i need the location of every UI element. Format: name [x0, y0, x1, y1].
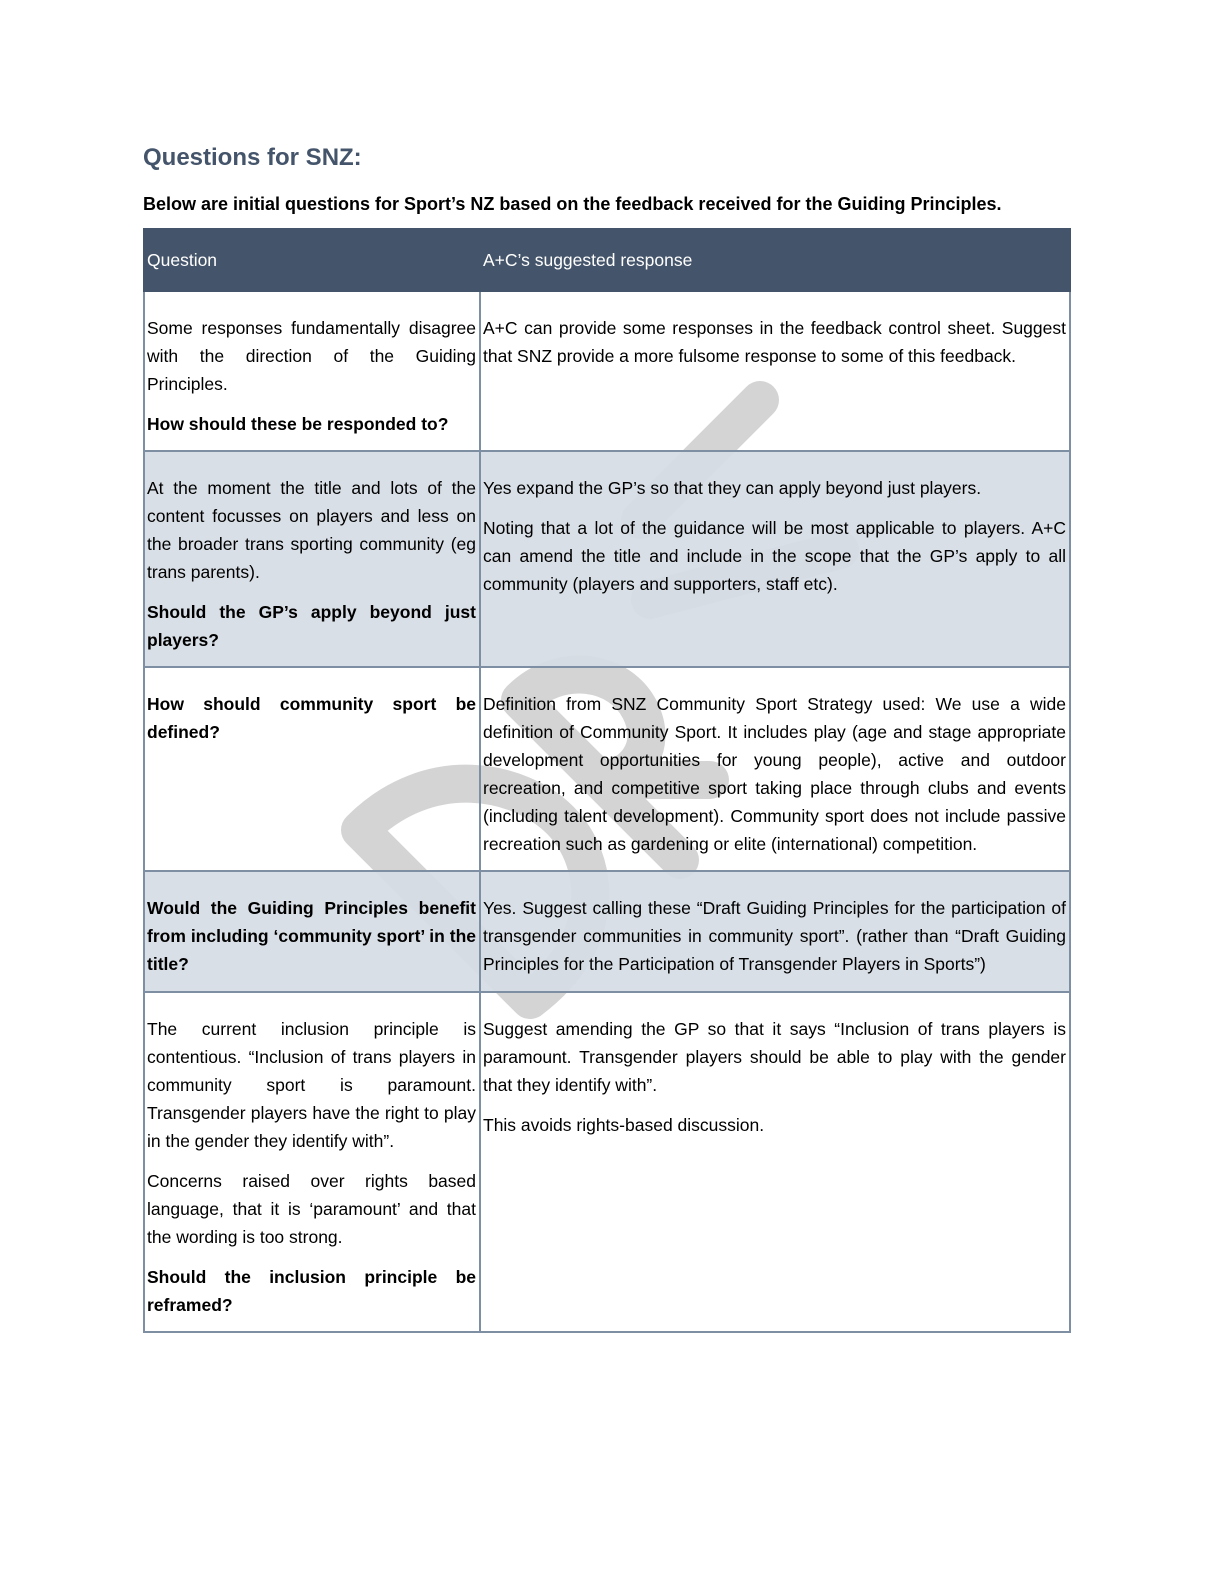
table-header-row	[144, 229, 1070, 291]
question-bold: How should these be responded to?	[147, 414, 449, 434]
response-text: Noting that a lot of the guidance will be most applicable to players. A+C can amend the title and include in the scope that the GP’s apply to all community (players and supporters, staff etc).	[483, 518, 1066, 594]
question-cell	[144, 451, 480, 667]
response-text: Yes. Suggest calling these “Draft Guiding Principles for the participation of transgender communities in community sport”. (rather than “Draft Guiding Principles for the Participation of Transgender Players in Sports”)	[483, 898, 1066, 974]
question-cell	[144, 667, 480, 871]
response-text: Definition from SNZ Community Sport Strategy used: We use a wide definition of Community Sport. It includes play (age and stage appropriate development opportunities for young people), active and outdoor recreation, and competitive sport taking place through clubs and events (including talent development). Community sport does not include passive recreation such as gardening or elite (international) competition.	[483, 694, 1066, 854]
response-text: A+C can provide some responses in the feedback control sheet. Suggest that SNZ provide a more fulsome response to some of this feedback.	[483, 318, 1066, 366]
question-cell	[144, 992, 480, 1332]
header-question: Question	[144, 229, 480, 291]
response-cell	[480, 291, 1070, 451]
table-row	[144, 992, 1070, 1332]
question-cell	[144, 871, 480, 992]
response-cell	[480, 667, 1070, 871]
intro-text: Below are initial questions for Sport’s NZ based on the feedback received for the Guiding Principles.	[143, 194, 1002, 214]
response-cell	[480, 451, 1070, 667]
question-cell	[144, 291, 480, 451]
table-row	[144, 451, 1070, 667]
question-bold: Would the Guiding Principles benefit from including ‘community sport’ in the title?	[147, 898, 476, 974]
response-text: Yes expand the GP’s so that they can apply beyond just players.	[483, 478, 982, 498]
question-text: The current inclusion principle is contentious. “Inclusion of trans players in community sport is paramount. Transgender players have the right to play in the gender they identify with”.	[147, 1019, 476, 1151]
question-text: Concerns raised over rights based language, that it is ‘paramount’ and that the wording is too strong.	[147, 1171, 476, 1247]
table-row	[144, 291, 1070, 451]
page-heading: Questions for SNZ:	[143, 144, 362, 171]
table-row	[144, 871, 1070, 992]
question-text: At the moment the title and lots of the content focusses on players and less on the broader trans sporting community (eg trans parents).	[147, 478, 476, 582]
response-text: This avoids rights-based discussion.	[483, 1115, 765, 1135]
question-bold: How should community sport be defined?	[147, 694, 476, 742]
question-text: Some responses fundamentally disagree with the direction of the Guiding Principles.	[147, 318, 476, 394]
response-cell	[480, 992, 1070, 1332]
response-cell	[480, 871, 1070, 992]
questions-table	[143, 228, 1071, 1333]
question-bold: Should the inclusion principle be reframed?	[147, 1267, 476, 1315]
response-text: Suggest amending the GP so that it says “Inclusion of trans players is paramount. Transgender players should be able to play with the gender that they identify with”.	[483, 1019, 1066, 1095]
question-bold: Should the GP’s apply beyond just players?	[147, 602, 476, 650]
header-response: A+C’s suggested response	[480, 229, 1070, 291]
table-row	[144, 667, 1070, 871]
